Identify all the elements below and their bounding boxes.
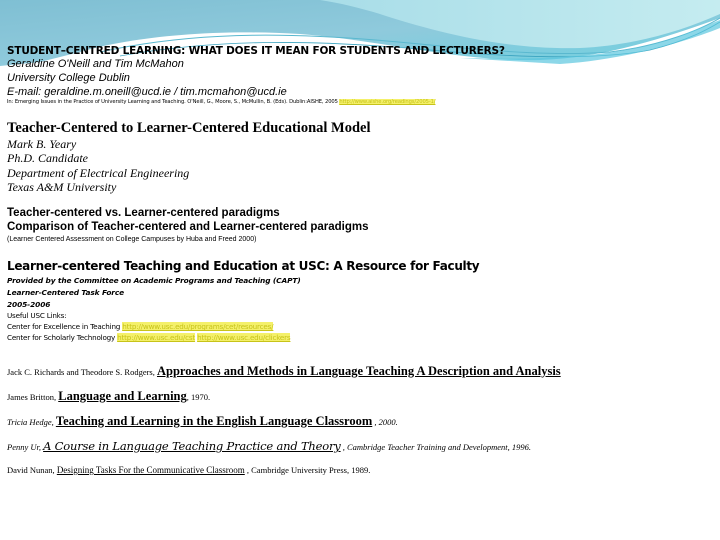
link-label-cet: Center for Excellence in Teaching <box>7 322 123 331</box>
reference-author: Tricia Hedge, <box>7 417 56 427</box>
section1-email: E-mail: geraldine.m.oneill@ucd.ie / tim.mcmahon@ucd.ie <box>7 86 287 98</box>
reference-title-link[interactable]: Designing Tasks For the Communicative Classroom <box>56 465 245 475</box>
link-clickers[interactable]: http://www.usc.edu/clickers <box>197 333 291 342</box>
reference-author: James Britton, <box>7 392 59 402</box>
section1-citation-line <box>7 99 435 105</box>
section4-link-row <box>7 333 290 342</box>
reference-title-link[interactable]: Teaching and Learning in the English Language Classroom <box>55 414 373 428</box>
section1-link[interactable]: http://www.aishe.org/readings/2005-1/ <box>339 99 436 105</box>
reference-suffix: , 2000. <box>372 417 398 427</box>
section4-task-force: Learner-Centered Task Force <box>7 288 125 297</box>
section3-title1: Teacher-centered vs. Learner-centered paradigms <box>7 207 280 219</box>
section2-line: Texas A&M University <box>7 180 117 194</box>
reference-title-link[interactable]: Approaches and Methods in Language Teaching A Description and Analysis <box>156 364 561 378</box>
reference-item <box>7 439 531 453</box>
reference-author: Penny Ur, <box>7 442 44 452</box>
section3-source: (Learner Centered Assessment on College Campuses by Huba and Freed 2000) <box>7 236 257 243</box>
section4-useful-links-label: Useful USC Links: <box>7 311 67 320</box>
section1-title: STUDENT–CENTRED LEARNING: WHAT DOES IT MEAN FOR STUDENTS AND LECTURERS? <box>7 45 505 57</box>
section4-years: 2005-2006 <box>7 300 51 309</box>
link-label-cst: Center for Scholarly Technology <box>7 333 118 342</box>
section2-line: Mark B. Yeary <box>7 137 77 151</box>
link-cet-resources[interactable]: http://www.usc.edu/programs/cet/resources/ <box>122 322 274 331</box>
section3-title2: Comparison of Teacher-centered and Learner-centered paradigms <box>7 221 369 233</box>
reference-item <box>7 465 370 475</box>
reference-suffix: , Cambridge University Press, 1989. <box>244 465 371 475</box>
reference-item <box>7 414 398 429</box>
reference-author: Jack C. Richards and Theodore S. Rodgers, <box>7 367 157 377</box>
section4-provided-by: Provided by the Committee on Academic Programs and Teaching (CAPT) <box>7 276 301 285</box>
section1-institution: University College Dublin <box>7 72 130 84</box>
reference-item <box>7 389 210 404</box>
section2-line: Ph.D. Candidate <box>7 151 88 165</box>
section1-authors: Geraldine O'Neill and Tim McMahon <box>7 58 184 70</box>
reference-suffix: , Cambridge Teacher Training and Development, 1996. <box>340 442 532 452</box>
section4-link-row <box>7 322 273 331</box>
section4-title: Learner-centered Teaching and Education at USC: A Resource for Faculty <box>7 259 480 273</box>
reference-author: David Nunan, <box>7 465 57 475</box>
section1-citation: In: Emerging Issues in the Practice of University Learning and Teaching. O'Neill, G., Moore, S., McMullin, B. (Eds). Dublin:AISHE, 2005 <box>7 99 338 105</box>
reference-title-link[interactable]: Language and Learning <box>58 389 187 403</box>
reference-suffix: , 1970. <box>186 392 211 402</box>
link-cst[interactable]: http://www.usc.edu/cst <box>117 333 196 342</box>
reference-title-link[interactable]: A Course in Language Teaching Practice and Theory <box>43 439 341 453</box>
reference-item <box>7 364 561 379</box>
section2-title: Teacher-Centered to Learner-Centered Educational Model <box>7 120 371 136</box>
section2-line: Department of Electrical Engineering <box>7 166 190 180</box>
